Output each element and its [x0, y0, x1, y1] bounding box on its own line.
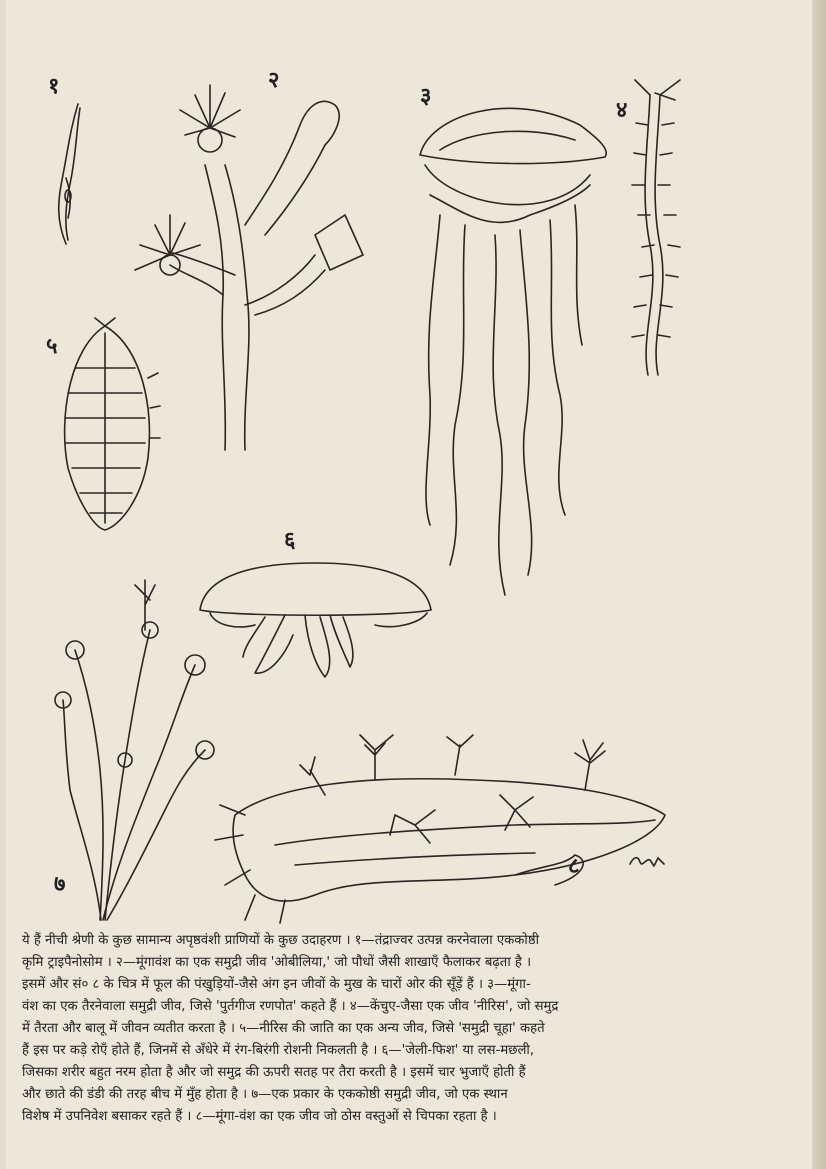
figure-label-7: ७ [54, 872, 66, 897]
portuguese-man-o-war-illustration [400, 95, 620, 605]
caption-line: विशेष में उपनिवेश बसाकर रहते हैं । ८—मूंगा-वंश का एक जीव जो ठोस वस्तुओं से चिपका रहता है । [22, 1109, 497, 1124]
artist-signature [628, 852, 668, 872]
colonial-protozoa-illustration [45, 570, 215, 930]
figure-label-4: ४ [616, 98, 628, 123]
figure-caption [22, 930, 812, 1128]
caption-line: वंश का एक तैरनेवाला समुद्री जीव, जिसे 'पुर्तगीज रणपोत' कहते हैं । ४—केंचुए-जैसा एक जीव 'नीरिस', जो समुद्र [22, 999, 559, 1014]
trypanosome-illustration [40, 100, 90, 250]
figure-label-3: ३ [420, 84, 432, 109]
figure-label-8: ८ [568, 854, 580, 879]
coral-anemone-colony-illustration [215, 725, 675, 925]
nereis-worm-illustration [620, 85, 700, 385]
caption-line: हैं इस पर कड़े रोएँ होते हैं, जिनमें से अँधेरे में रंग-बिरंगी रोशनी निकलती है । ६—'जेली-फिश' या लस-मछली, [22, 1043, 535, 1058]
figure-label-5: ५ [46, 334, 58, 359]
caption-line: ये हैं नीची श्रेणी के कुछ सामान्य अपृष्ठवंशी प्राणियों के कुछ उदाहरण । १—तंद्राज्वर उत्पन्न करनेवाला एककोष्ठी [22, 933, 539, 948]
caption-line: में तैरता और बालू में जीवन व्यतीत करता है । ५—नीरिस की जाति का एक अन्य जीव, जिसे 'समुद्री चूहा' कहते [22, 1021, 545, 1036]
figure-label-2: २ [268, 68, 280, 93]
page-spine [0, 0, 6, 1169]
caption-line: और छाते की डंडी की तरह बीच में मुँह होता है । ७—एक प्रकार के एककोष्ठी समुद्री जीव, जो एक स्थान [22, 1087, 508, 1102]
page-edge [812, 0, 826, 1169]
caption-line: कृमि ट्राइपैनोसोम । २—मूंगावंश का एक समुद्री जीव 'ओबीलिया,' जो पौधों जैसी शाखाएँ फैलाकर बढ़ता है । [22, 955, 532, 970]
jellyfish-illustration [195, 555, 435, 685]
sea-mouse-illustration [50, 318, 160, 533]
caption-line: जिसका शरीर बहुत नरम होता है और जो समुद्र की ऊपरी सतह पर तैरा करती है । इसमें चार भुजाएँ होती हैं [22, 1065, 526, 1080]
figure-label-6: ६ [284, 528, 296, 553]
caption-line: इसमें और सं० ८ के चित्र में फूल की पंखुड़ियों-जैसे अंग इन जीवों के मुख के चारों ओर की सूँड़ें हैं । ३—मूंगा- [22, 977, 531, 992]
figure-label-1: १ [48, 74, 60, 99]
